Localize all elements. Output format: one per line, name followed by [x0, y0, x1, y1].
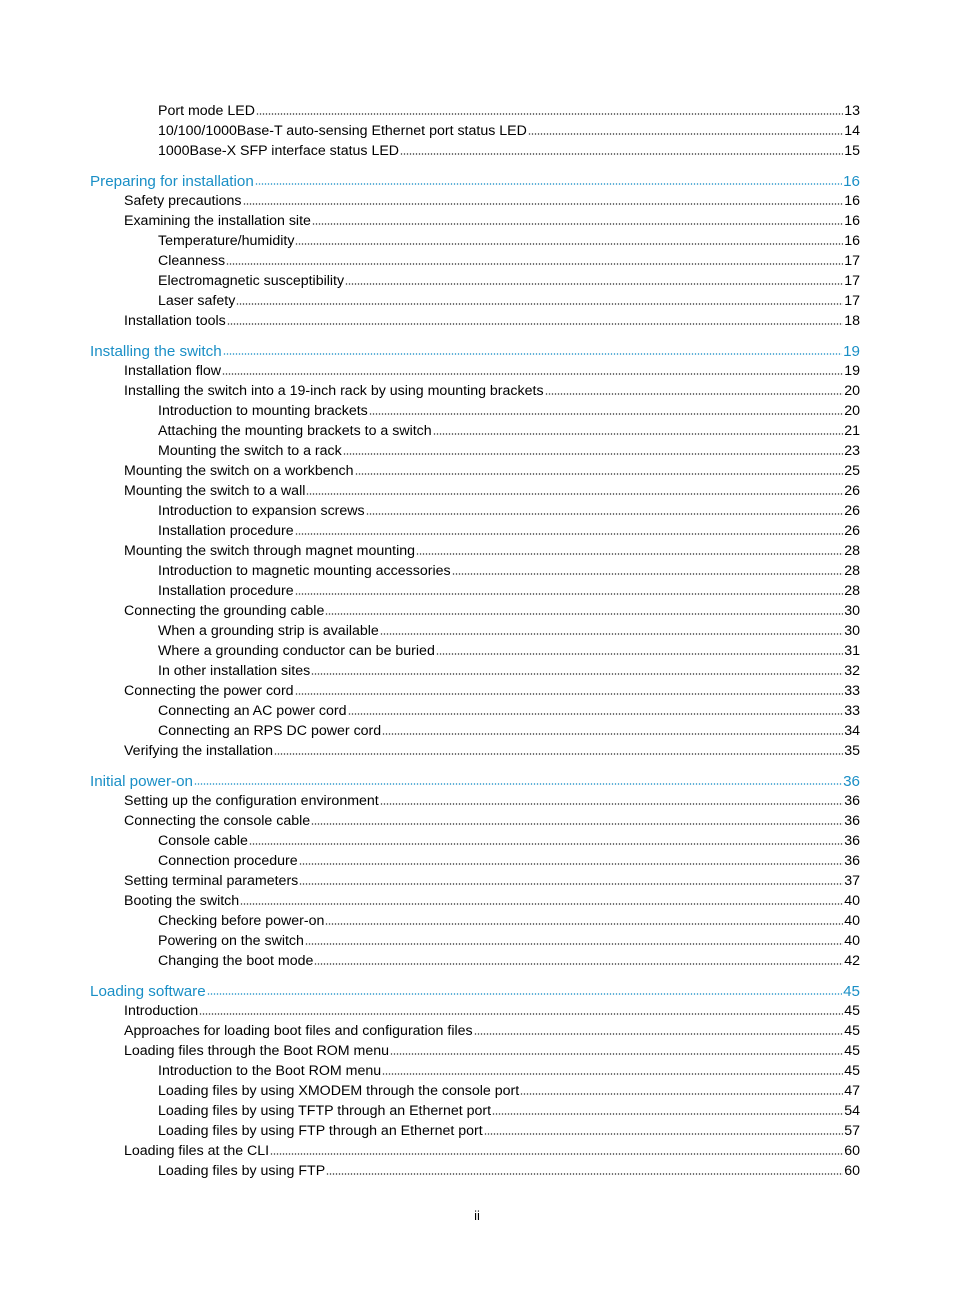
toc-entry-page: 30: [844, 603, 860, 619]
toc-entry-title: Installation procedure: [158, 583, 294, 599]
toc-entry-page: 17: [844, 253, 860, 269]
toc-entry-page: 45: [843, 983, 860, 1000]
toc-entry[interactable]: [0, 1160, 860, 1180]
toc-entry-page: 28: [844, 563, 860, 579]
dot-leader: [348, 712, 844, 716]
toc-entry[interactable]: [0, 680, 860, 700]
toc-entry-title: Changing the boot mode: [158, 953, 314, 969]
toc-entry-page: 28: [844, 583, 860, 599]
toc-entry-title: Verifying the installation: [124, 743, 274, 759]
toc-entry-page: 13: [844, 103, 860, 119]
toc-entry[interactable]: [0, 520, 860, 540]
toc-entry-page: 60: [844, 1163, 860, 1179]
toc-entry-page: 40: [844, 893, 860, 909]
toc-entry[interactable]: [0, 120, 860, 140]
toc-chapter-entry[interactable]: [0, 770, 860, 790]
dot-leader: [240, 902, 843, 906]
toc-entry[interactable]: [0, 250, 860, 270]
toc-entry-page: 19: [844, 363, 860, 379]
dot-leader: [433, 432, 844, 436]
dot-leader: [243, 202, 844, 206]
toc-entry-page: 17: [844, 293, 860, 309]
toc-entry[interactable]: [0, 600, 860, 620]
toc-entry[interactable]: [0, 500, 860, 520]
toc-entry-title: 10/100/1000Base-T auto-sensing Ethernet port status LED: [158, 123, 527, 139]
toc-entry-title: Installation flow: [124, 363, 221, 379]
toc-entry-title: Mounting the switch to a rack: [158, 443, 342, 459]
toc-entry-page: 40: [844, 933, 860, 949]
toc-entry-page: 16: [843, 173, 860, 190]
dot-leader: [295, 242, 843, 246]
toc-entry-title: Attaching the mounting brackets to a switch: [158, 423, 432, 439]
toc-entry-page: 28: [844, 543, 860, 559]
dot-leader: [326, 1172, 843, 1176]
dot-leader: [528, 132, 843, 136]
toc-entry-page: 26: [844, 483, 860, 499]
toc-entry-title: Initial power-on: [90, 773, 193, 790]
toc-entry[interactable]: [0, 640, 860, 660]
dot-leader: [299, 862, 844, 866]
toc-entry[interactable]: [0, 400, 860, 420]
toc-entry[interactable]: [0, 950, 860, 970]
toc-entry[interactable]: [0, 480, 860, 500]
toc-entry-title: Introduction to magnetic mounting accessories: [158, 563, 451, 579]
toc-entry-page: 26: [844, 503, 860, 519]
toc-entry-page: 57: [844, 1123, 860, 1139]
toc-entry-title: Booting the switch: [124, 893, 240, 909]
toc-entry-title: Port mode LED: [158, 103, 255, 119]
toc-entry-page: 36: [844, 853, 860, 869]
toc-entry-page: 17: [844, 273, 860, 289]
toc-entry[interactable]: [0, 580, 860, 600]
toc-entry[interactable]: [0, 560, 860, 580]
toc-entry[interactable]: [0, 890, 860, 910]
dot-leader: [484, 1132, 844, 1136]
toc-entry-title: Connection procedure: [158, 853, 298, 869]
dot-leader: [345, 282, 843, 286]
toc-entry[interactable]: [0, 660, 860, 680]
toc-entry-title: Connecting the grounding cable: [124, 603, 325, 619]
dot-leader: [545, 392, 844, 396]
dot-leader: [436, 652, 843, 656]
toc-entry-page: 31: [844, 643, 860, 659]
toc-entry-page: 14: [844, 123, 860, 139]
dot-leader: [343, 452, 843, 456]
dot-leader: [355, 472, 844, 476]
dot-leader: [222, 372, 843, 376]
toc-entry[interactable]: [0, 700, 860, 720]
toc-entry-title: Mounting the switch on a workbench: [124, 463, 354, 479]
dot-leader: [306, 492, 843, 496]
dot-leader: [452, 572, 844, 576]
toc-entry[interactable]: [0, 850, 860, 870]
toc-entry-title: Where a grounding conductor can be buried: [158, 643, 435, 659]
toc-entry[interactable]: [0, 190, 860, 210]
dot-leader: [382, 1072, 843, 1076]
toc-entry[interactable]: [0, 440, 860, 460]
toc-entry-title: Mounting the switch through magnet mounting: [124, 543, 416, 559]
dot-leader: [390, 1052, 843, 1056]
toc-entry-page: 47: [844, 1083, 860, 1099]
dot-leader: [416, 552, 843, 556]
toc-entry[interactable]: [0, 720, 860, 740]
toc-entry[interactable]: [0, 910, 860, 930]
toc-entry-page: 15: [844, 143, 860, 159]
table-of-contents: [0, 100, 954, 1180]
dot-leader: [223, 352, 842, 356]
toc-entry[interactable]: [0, 810, 860, 830]
toc-entry-page: 33: [844, 703, 860, 719]
toc-entry-title: Approaches for loading boot files and configuration files: [124, 1023, 473, 1039]
toc-entry-page: 25: [844, 463, 860, 479]
toc-entry-page: 36: [844, 833, 860, 849]
toc-entry-title: Connecting the power cord: [124, 683, 294, 699]
toc-entry[interactable]: [0, 310, 860, 330]
dot-leader: [311, 822, 843, 826]
toc-entry[interactable]: [0, 420, 860, 440]
toc-entry-title: In other installation sites: [158, 663, 311, 679]
toc-entry-page: 23: [844, 443, 860, 459]
toc-entry[interactable]: [0, 230, 860, 250]
toc-entry-title: Loading files through the Boot ROM menu: [124, 1043, 389, 1059]
toc-entry-page: 16: [844, 233, 860, 249]
dot-leader: [207, 992, 842, 996]
toc-entry[interactable]: [0, 460, 860, 480]
dot-leader: [295, 532, 844, 536]
toc-entry-page: 30: [844, 623, 860, 639]
toc-entry-page: 33: [844, 683, 860, 699]
toc-entry-title: Checking before power-on: [158, 913, 325, 929]
toc-entry-page: 19: [843, 343, 860, 360]
toc-entry-title: Mounting the switch to a wall: [124, 483, 306, 499]
dot-leader: [226, 262, 843, 266]
toc-entry-title: Loading files by using FTP through an Ethernet port: [158, 1123, 483, 1139]
toc-entry-title: Introduction: [124, 1003, 199, 1019]
toc-entry-page: 60: [844, 1143, 860, 1159]
dot-leader: [520, 1092, 843, 1096]
toc-entry[interactable]: [0, 360, 860, 380]
toc-entry-title: Installation tools: [124, 313, 226, 329]
toc-entry-title: Electromagnetic susceptibility: [158, 273, 345, 289]
toc-entry-title: Introduction to mounting brackets: [158, 403, 368, 419]
toc-entry-page: 45: [844, 1003, 860, 1019]
toc-entry[interactable]: [0, 140, 860, 160]
toc-entry-title: Connecting the console cable: [124, 813, 311, 829]
dot-leader: [314, 962, 843, 966]
toc-entry-title: Console cable: [158, 833, 248, 849]
toc-entry-title: Loading files at the CLI: [124, 1143, 270, 1159]
toc-entry[interactable]: [0, 100, 860, 120]
toc-entry[interactable]: [0, 1020, 860, 1040]
toc-entry-title: Safety precautions: [124, 193, 242, 209]
toc-entry-title: Temperature/humidity: [158, 233, 295, 249]
toc-entry-page: 34: [844, 723, 860, 739]
toc-entry[interactable]: [0, 1080, 860, 1100]
toc-entry-page: 18: [844, 313, 860, 329]
toc-entry-page: 36: [843, 773, 860, 790]
toc-entry-title: Setting up the configuration environment: [124, 793, 379, 809]
toc-entry-title: Installing the switch: [90, 343, 222, 360]
dot-leader: [380, 632, 843, 636]
toc-entry-title: 1000Base-X SFP interface status LED: [158, 143, 400, 159]
dot-leader: [295, 692, 844, 696]
toc-entry[interactable]: [0, 830, 860, 850]
toc-entry-title: Connecting an AC power cord: [158, 703, 347, 719]
toc-entry[interactable]: [0, 1100, 860, 1120]
toc-entry-page: 26: [844, 523, 860, 539]
dot-leader: [255, 182, 842, 186]
toc-entry-title: Connecting an RPS DC power cord: [158, 723, 382, 739]
dot-leader: [369, 412, 843, 416]
toc-entry[interactable]: [0, 870, 860, 890]
dot-leader: [256, 112, 843, 116]
toc-entry-page: 45: [844, 1023, 860, 1039]
dot-leader: [227, 322, 843, 326]
dot-leader: [382, 732, 843, 736]
toc-entry[interactable]: [0, 740, 860, 760]
dot-leader: [299, 882, 843, 886]
dot-leader: [380, 802, 843, 806]
toc-entry-page: 32: [844, 663, 860, 679]
toc-entry-title: Introduction to the Boot ROM menu: [158, 1063, 382, 1079]
toc-entry-page: 36: [844, 793, 860, 809]
toc-entry[interactable]: [0, 1000, 860, 1020]
toc-entry-page: 35: [844, 743, 860, 759]
toc-entry-title: Loading files by using FTP: [158, 1163, 326, 1179]
toc-entry-title: Loading software: [90, 983, 206, 1000]
toc-entry[interactable]: [0, 1120, 860, 1140]
toc-entry-page: 40: [844, 913, 860, 929]
toc-entry-title: Installing the switch into a 19-inch rack by using mounting brackets: [124, 383, 544, 399]
toc-entry-title: Loading files by using XMODEM through the console port: [158, 1083, 520, 1099]
toc-entry[interactable]: [0, 270, 860, 290]
toc-entry[interactable]: [0, 620, 860, 640]
toc-entry[interactable]: [0, 790, 860, 810]
dot-leader: [295, 592, 844, 596]
dot-leader: [194, 782, 842, 786]
dot-leader: [236, 302, 843, 306]
toc-chapter-entry[interactable]: [0, 980, 860, 1000]
toc-chapter-entry[interactable]: [0, 340, 860, 360]
toc-entry-title: Examining the installation site: [124, 213, 311, 229]
toc-entry-title: Setting terminal parameters: [124, 873, 299, 889]
toc-entry-title: Preparing for installation: [90, 173, 254, 190]
toc-entry-title: Laser safety: [158, 293, 236, 309]
toc-entry[interactable]: [0, 540, 860, 560]
toc-entry[interactable]: [0, 1060, 860, 1080]
toc-entry[interactable]: [0, 1140, 860, 1160]
toc-entry-page: 16: [844, 193, 860, 209]
toc-entry-page: 16: [844, 213, 860, 229]
toc-entry-page: 45: [844, 1063, 860, 1079]
dot-leader: [274, 752, 843, 756]
dot-leader: [366, 512, 844, 516]
dot-leader: [325, 612, 843, 616]
toc-entry-title: Loading files by using TFTP through an Ethernet port: [158, 1103, 492, 1119]
dot-leader: [492, 1112, 843, 1116]
toc-entry-page: 37: [844, 873, 860, 889]
dot-leader: [199, 1012, 843, 1016]
toc-entry[interactable]: [0, 210, 860, 230]
dot-leader: [311, 672, 843, 676]
toc-entry-page: 36: [844, 813, 860, 829]
dot-leader: [312, 222, 843, 226]
dot-leader: [474, 1032, 844, 1036]
dot-leader: [305, 942, 843, 946]
toc-entry-title: Powering on the switch: [158, 933, 304, 949]
toc-entry[interactable]: [0, 290, 860, 310]
toc-entry-page: 42: [844, 953, 860, 969]
toc-entry-title: Introduction to expansion screws: [158, 503, 365, 519]
toc-entry-page: 21: [844, 423, 860, 439]
toc-entry-page: 54: [844, 1103, 860, 1119]
dot-leader: [249, 842, 843, 846]
toc-entry-title: Cleanness: [158, 253, 226, 269]
toc-chapter-entry[interactable]: [0, 170, 860, 190]
toc-entry[interactable]: [0, 930, 860, 950]
dot-leader: [270, 1152, 843, 1156]
toc-entry-page: 20: [844, 383, 860, 399]
page-number: ii: [474, 1208, 480, 1223]
toc-entry-title: When a grounding strip is available: [158, 623, 379, 639]
toc-entry-page: 20: [844, 403, 860, 419]
toc-entry[interactable]: [0, 380, 860, 400]
toc-entry-title: Installation procedure: [158, 523, 294, 539]
toc-entry[interactable]: [0, 1040, 860, 1060]
dot-leader: [325, 922, 843, 926]
dot-leader: [400, 152, 843, 156]
toc-entry-page: 45: [844, 1043, 860, 1059]
